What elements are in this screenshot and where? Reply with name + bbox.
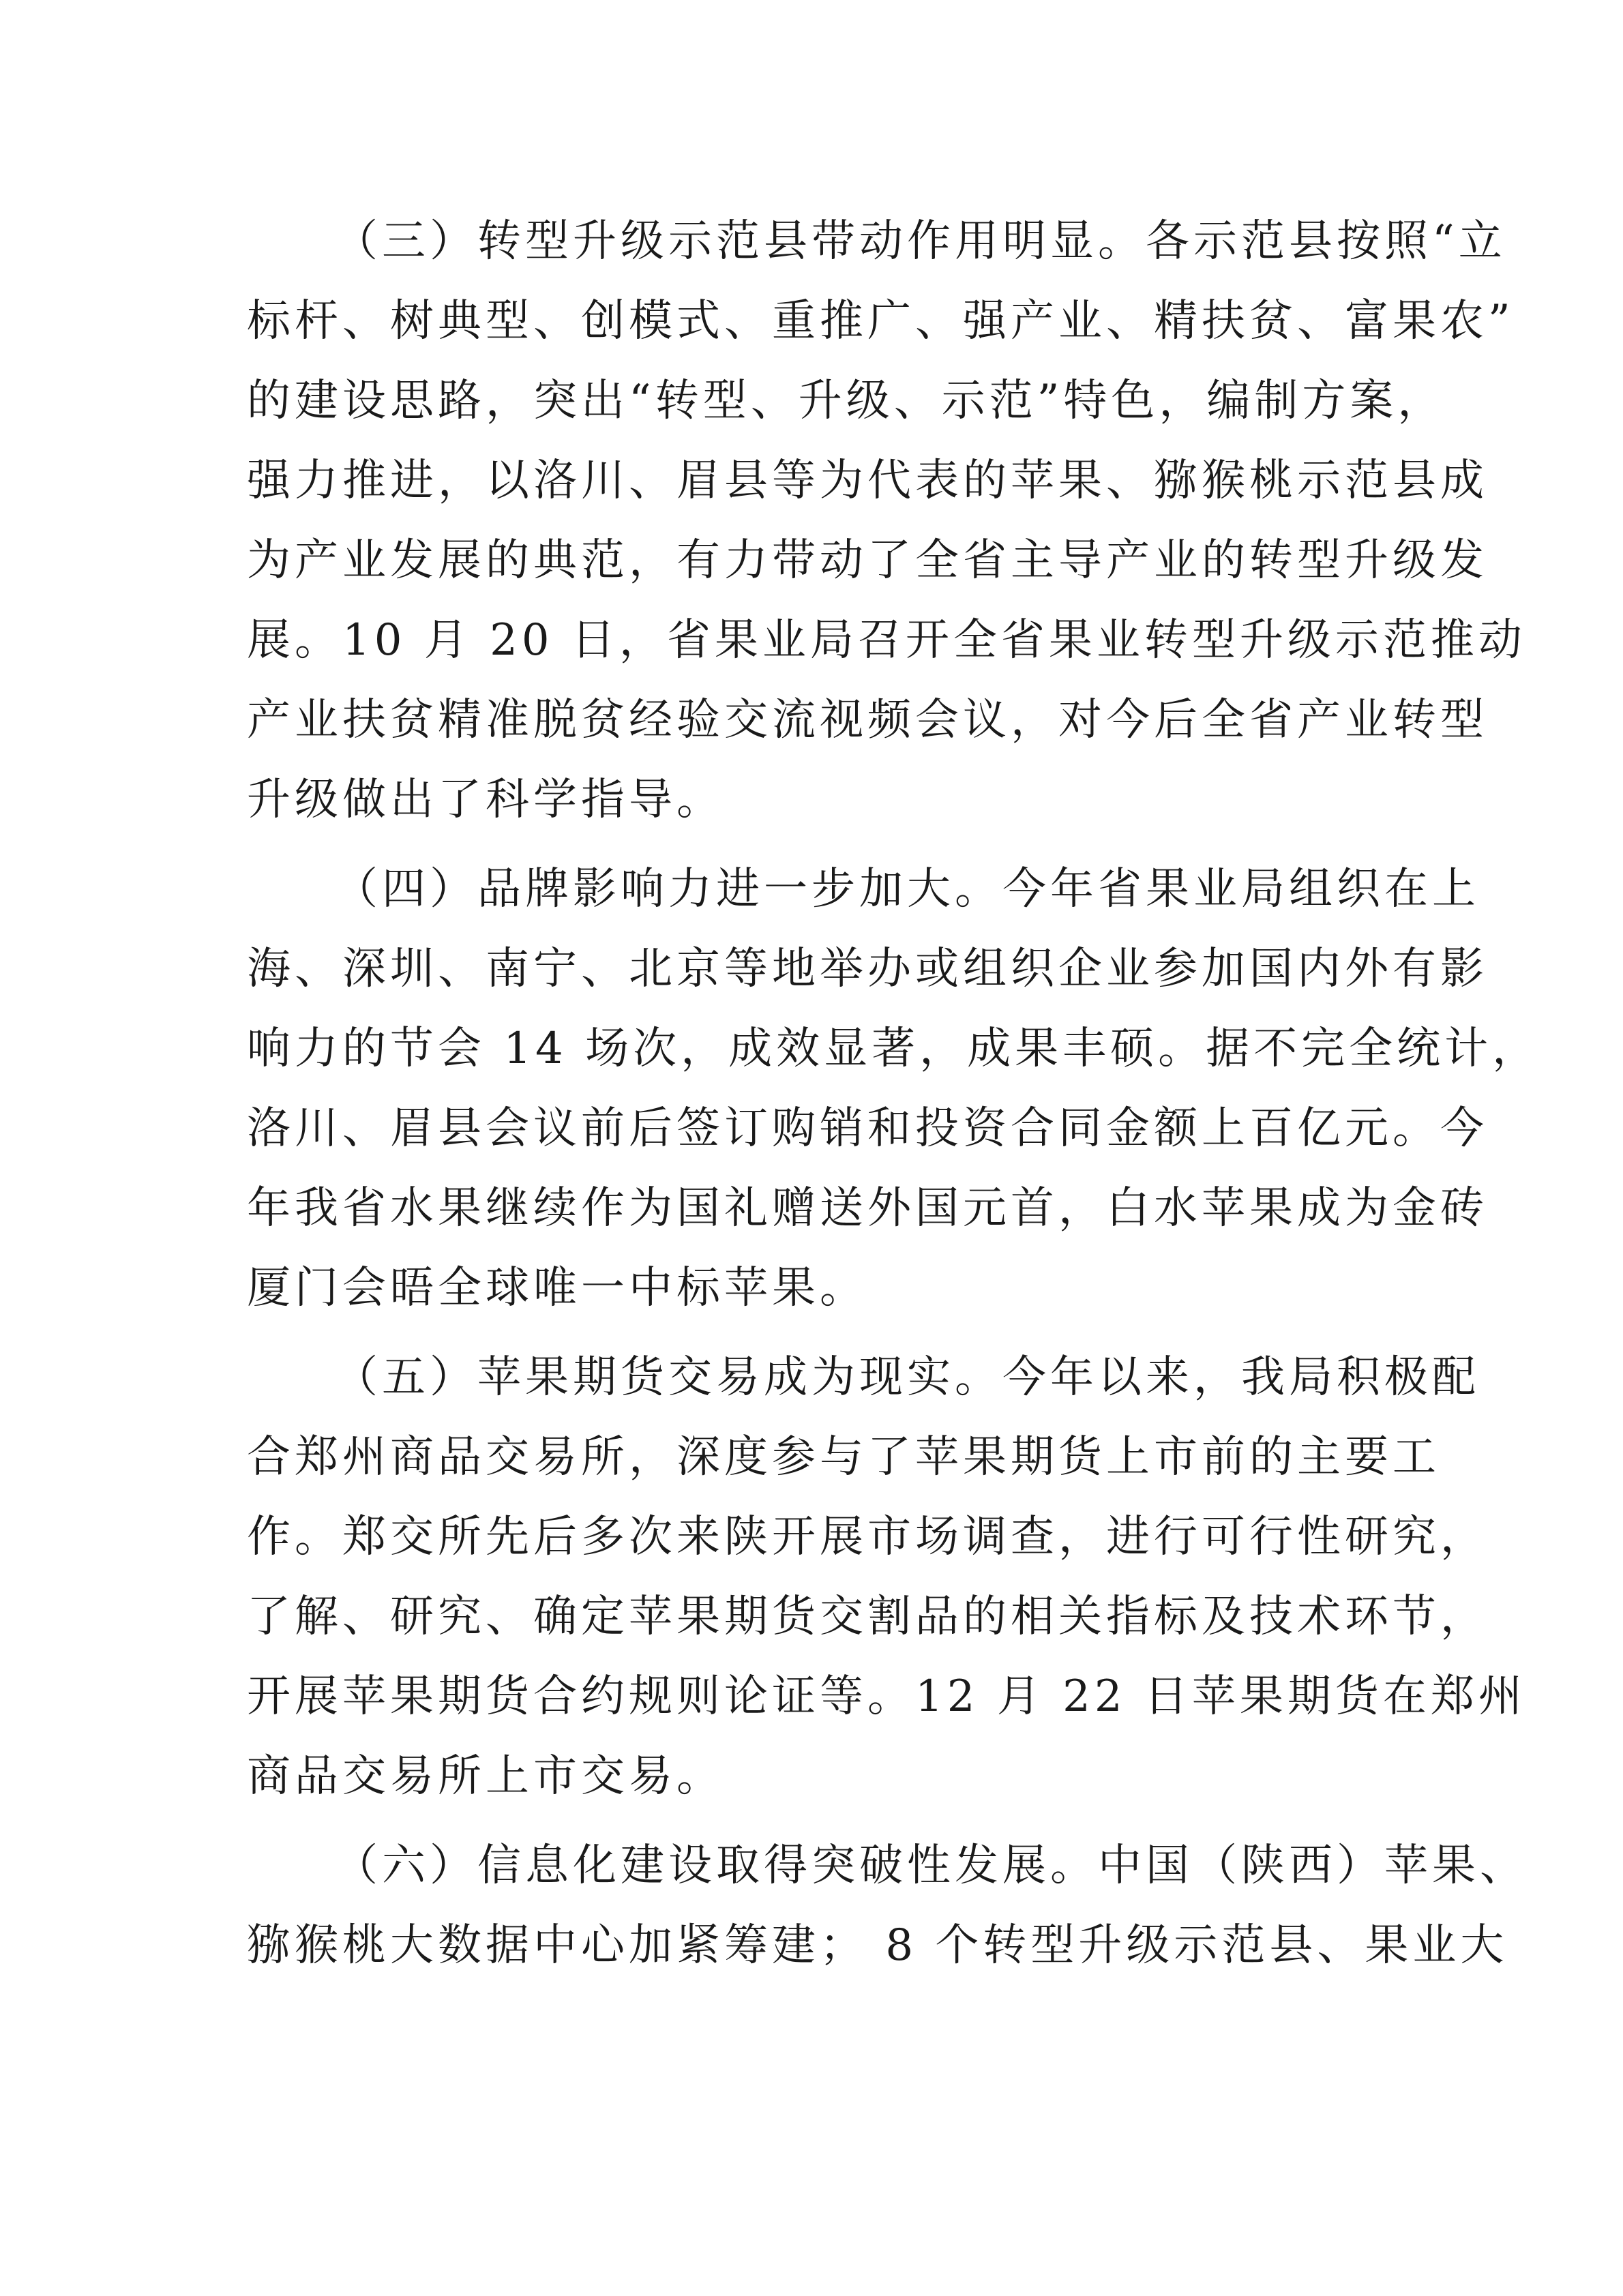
- text-line: 开展苹果期货合约规则论证等。12 月 22 日苹果期货在郑州: [247, 1671, 1526, 1722]
- text-line: 的建设思路，突出“转型、升级、示范”特色，编制方案，: [247, 376, 1446, 426]
- text-line: 年我省水果继续作为国礼赠送外国元首，白水苹果成为金砖: [247, 1183, 1488, 1234]
- text-line: 洛川、眉县会议前后签订购销和投资合同金额上百亿元。今: [247, 1103, 1488, 1154]
- text-line: （六）信息化建设取得突破性发展。中国（陕西）苹果、: [334, 1840, 1528, 1891]
- text-line: 展。10 月 20 日，省果业局召开全省果业转型升级示范推动: [247, 615, 1526, 666]
- text-line: 猕猴桃大数据中心加紧筹建； 8 个转型升级示范县、果业大: [247, 1920, 1508, 1971]
- text-line: 升级做出了科学指导。: [247, 775, 724, 825]
- paragraph-5: [247, 1338, 1526, 1817]
- text-line: 合郑州商品交易所，深度参与了苹果期货上市前的主要工: [247, 1432, 1440, 1482]
- text-line: 标杆、树典型、创模式、重推广、强产业、精扶贫、富果农”: [247, 296, 1515, 346]
- text-line: 为产业发展的典范，有力带动了全省主导产业的转型升级发: [247, 535, 1488, 586]
- text-line: （五）苹果期货交易成为现实。今年以来，我局积极配: [334, 1352, 1480, 1403]
- text-line: 海、深圳、南宁、北京等地举办或组织企业参加国内外有影: [247, 944, 1488, 994]
- text-line: （三）转型升级示范县带动作用明显。各示范县按照“立: [334, 216, 1506, 267]
- text-line: 强力推进，以洛川、眉县等为代表的苹果、猕猴桃示范县成: [247, 456, 1488, 506]
- paragraph-3: [247, 202, 1526, 840]
- text-line: 响力的节会 14 场次，成效显著，成果丰硕。据不完全统计，: [247, 1024, 1540, 1074]
- text-line: 商品交易所上市交易。: [247, 1751, 724, 1802]
- text-line: 产业扶贫精准脱贫经验交流视频会议，对今后全省产业转型: [247, 695, 1488, 745]
- body-text: [247, 202, 1540, 1995]
- text-line: 作。郑交所先后多次来陕开展市场调查，进行可行性研究，: [247, 1512, 1488, 1562]
- paragraph-4: [247, 850, 1540, 1328]
- paragraph-6: [247, 1826, 1528, 1986]
- text-line: （四）品牌影响力进一步加大。今年省果业局组织在上: [334, 864, 1480, 914]
- text-line: 厦门会晤全球唯一中标苹果。: [247, 1263, 867, 1313]
- text-line: 了解、研究、确定苹果期货交割品的相关指标及技术环节，: [247, 1592, 1488, 1642]
